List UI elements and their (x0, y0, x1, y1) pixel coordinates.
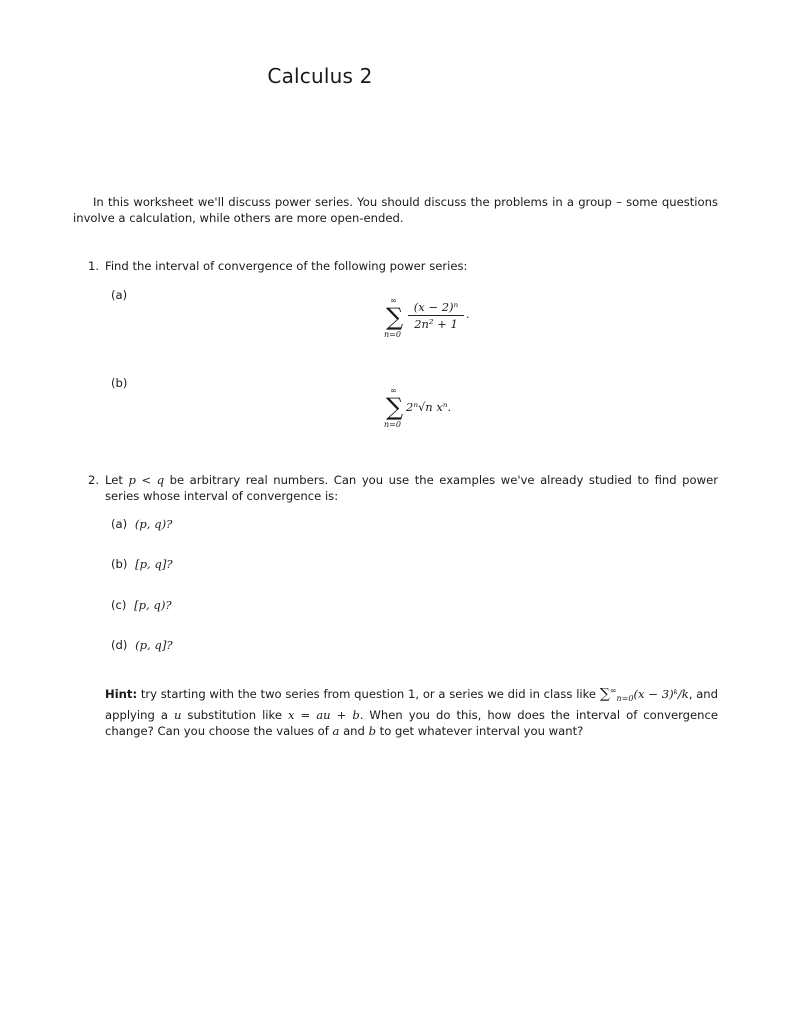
series-a-lower-limit: n=0 (384, 330, 401, 339)
hint-text-4: . When you do this, how does the interval of convergence change? Can you choose the values of (105, 708, 719, 739)
question-2c-label: (c) (111, 598, 127, 612)
question-2a-label: (a) (111, 517, 128, 531)
hint-text-5: and (339, 724, 369, 739)
hint-inline-sigma: ∑ (599, 685, 610, 702)
series-a-denominator: 2n² + 1 (414, 317, 458, 331)
series-a-fraction-bar (408, 315, 464, 316)
question-2-text-pre: Let (105, 473, 129, 487)
series-a-sigma: ∑ (386, 303, 404, 331)
series-a-numerator: (x − 2)ⁿ (413, 300, 459, 314)
question-2b-label: (b) (111, 557, 128, 571)
question-2d-label: (d) (111, 638, 128, 652)
hint-label: Hint: (105, 686, 138, 701)
question-2d-interval: (p, q]? (135, 638, 173, 652)
hint-sigma-lower: n=0 (616, 694, 634, 704)
hint-a-variable: a (332, 724, 340, 739)
question-2a-interval: (p, q)? (134, 517, 173, 531)
question-2c (111, 597, 172, 613)
series-a-period: . (466, 308, 470, 321)
hint-substitution-formula: x = au + b (287, 708, 360, 723)
question-2c-interval: [p, q)? (134, 598, 172, 612)
question-2-number: 2. (88, 473, 100, 487)
series-a-fraction (408, 300, 464, 331)
series-b-upper-limit: ∞ (390, 386, 397, 395)
question-1a-label: (a) (111, 288, 128, 302)
hint-formula: (x − 3)ᵏ/k (633, 686, 689, 701)
question-1b-label: (b) (111, 376, 128, 390)
hint-b-variable: b (368, 724, 376, 739)
question-1-text: Find the interval of convergence of the following power series: (105, 259, 468, 273)
question-2-text (105, 472, 718, 504)
series-a-upper-limit: ∞ (390, 296, 397, 305)
series-b-sigma: ∑ (386, 393, 404, 421)
series-a-display (384, 296, 494, 344)
question-1-number: 1. (88, 259, 100, 273)
hint-text-2: , and applying a (105, 686, 719, 723)
page-title: Calculus 2 (267, 64, 373, 88)
question-2d (111, 637, 173, 653)
hint-u-variable: u (173, 708, 182, 723)
hint-text-6: to get whatever interval you want? (376, 724, 584, 739)
hint-paragraph (105, 683, 718, 739)
question-2-inequality: p < q (128, 473, 165, 487)
question-2b-interval: [p, q]? (135, 557, 173, 571)
question-2-text-post: be arbitrary real numbers. Can you use the examples we've already studied to find power series whose interval of convergence is: (105, 473, 719, 503)
hint-text-1: try starting with the two series from question 1, or a series we did in class like (137, 686, 600, 701)
series-b-term: 2ⁿ√n xⁿ. (406, 400, 452, 414)
question-2a (111, 516, 172, 532)
series-b-display (384, 386, 494, 434)
hint-text-3: substitution like (181, 708, 288, 723)
question-2b (111, 556, 173, 572)
hint-sigma-upper: ∞ (609, 686, 617, 695)
intro-paragraph: In this worksheet we'll discuss power series. You should discuss the problems in a group – some questions involve a calculation, while others are more open-ended. (73, 195, 718, 225)
series-b-lower-limit: n=0 (384, 420, 401, 429)
